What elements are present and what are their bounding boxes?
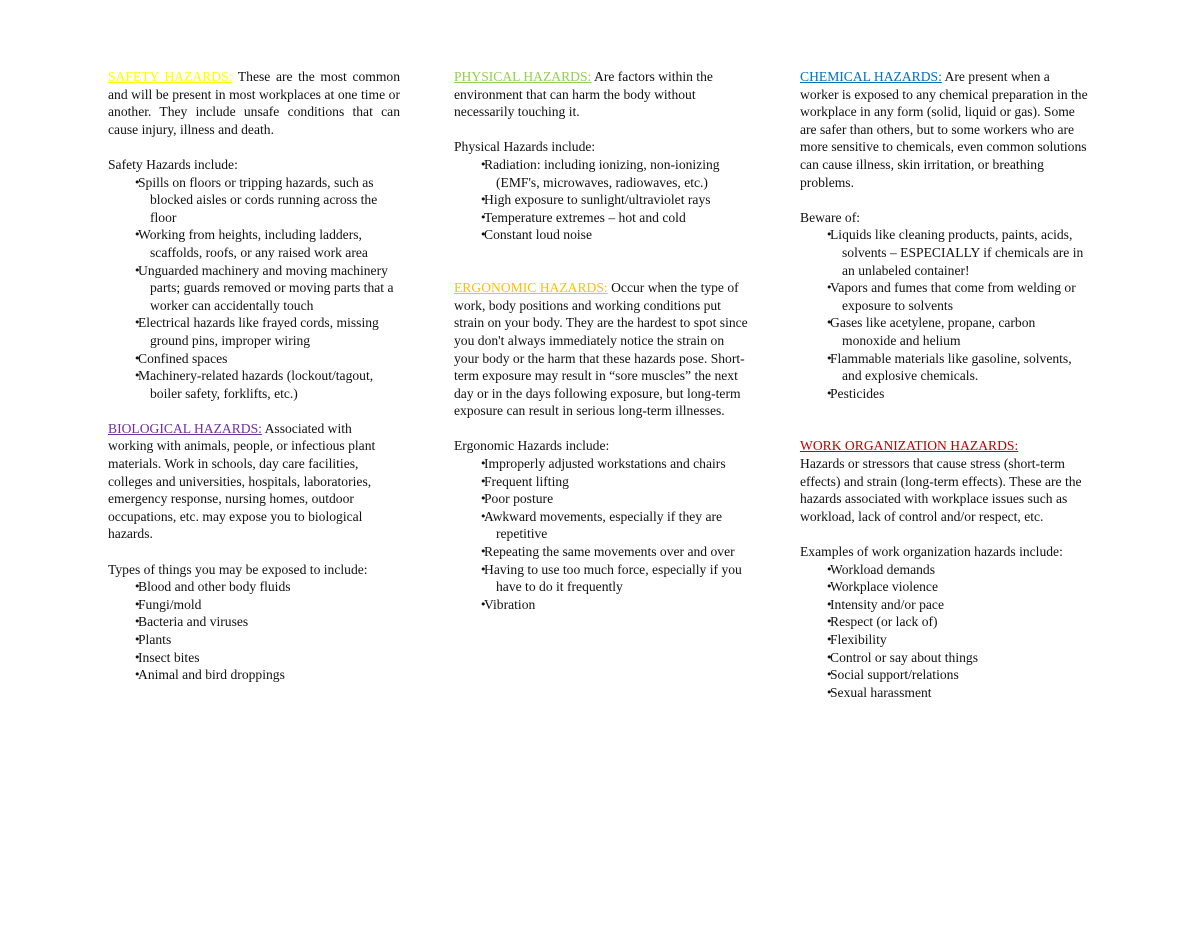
list-item: • Electrical hazards like frayed cords, missing ground pins, improper wiring <box>108 314 400 349</box>
physical-hazards-heading: PHYSICAL HAZARDS: <box>454 69 592 84</box>
list-item: • Machinery-related hazards (lockout/tagout, boiler safety, forklifts, etc.) <box>108 367 400 402</box>
list-item: • Improperly adjusted workstations and chairs <box>454 455 748 473</box>
ergonomic-intro-text: Occur when the type of work, body positions and working conditions put strain on your body. They are the hardest to spot since you don't always immediately notice the strain on your body or the harm that these hazards pose. Short-term exposure may result in “sore muscles” the next day or in the days following exposure, but long-term exposure can result in serious long-term illnesses. <box>454 280 748 419</box>
list-item: • Pesticides <box>800 385 1090 403</box>
chemical-hazards-list <box>800 226 1090 402</box>
safety-intro-paragraph <box>108 68 400 138</box>
physical-intro-text: Are factors within the environment that can harm the body without necessarily touching it. <box>454 69 713 120</box>
biological-hazards-heading: BIOLOGICAL HAZARDS: <box>108 420 262 436</box>
list-item: • Unguarded machinery and moving machinery parts; guards removed or moving parts that a worker can accidentally touch <box>108 262 400 315</box>
list-item: • Liquids like cleaning products, paints, acids, solvents – ESPECIALLY if chemicals are in an unlabeled container! <box>800 226 1090 279</box>
list-item: • Plants <box>108 631 400 649</box>
list-item: • Insect bites <box>108 649 400 667</box>
ergonomic-hazards-section <box>454 279 748 613</box>
list-item: • Social support/relations <box>800 666 1090 684</box>
work-organization-hazards-heading: WORK ORGANIZATION HAZARDS: <box>800 438 1019 454</box>
biological-hazards-section <box>108 420 400 684</box>
chemical-hazards-section <box>800 68 1090 402</box>
list-item: • Blood and other body fluids <box>108 578 400 596</box>
biological-list-label: Types of things you may be exposed to include: <box>108 561 368 577</box>
list-item: • Fungi/mold <box>108 596 400 614</box>
biological-intro-paragraph <box>108 420 400 543</box>
list-item: • Workload demands <box>800 561 1090 579</box>
list-item: • Awkward movements, especially if they are repetitive <box>454 508 748 543</box>
biological-intro-text: Associated with working with animals, people, or infectious plant materials. Work in schools, day care facilities, colleges and universities, hospitals, laboratories, emergency response, nursing homes, outdoor occupations, etc. may expose you to biological hazards. <box>108 420 376 542</box>
physical-hazards-section <box>454 68 748 244</box>
ergonomic-list-label: Ergonomic Hazards include: <box>454 438 610 454</box>
list-item: • Flammable materials like gasoline, solvents, and explosive chemicals. <box>800 350 1090 385</box>
safety-list-label: Safety Hazards include: <box>108 156 238 172</box>
list-item: • Radiation: including ionizing, non-ionizing (EMF's, microwaves, radiowaves, etc.) <box>454 156 748 191</box>
list-item: • Constant loud noise <box>454 226 748 244</box>
work-organization-list-label: Examples of work organization hazards include: <box>800 544 1063 560</box>
ergonomic-intro-paragraph <box>454 279 748 420</box>
safety-hazards-heading: SAFETY HAZARDS: <box>108 69 233 84</box>
list-item: • Workplace violence <box>800 578 1090 596</box>
list-item: • Respect (or lack of) <box>800 613 1090 631</box>
left-column <box>108 68 400 684</box>
safety-hazards-section <box>108 68 400 402</box>
list-item: • Poor posture <box>454 490 748 508</box>
list-item: • Intensity and/or pace <box>800 596 1090 614</box>
chemical-list-label: Beware of: <box>800 209 861 225</box>
list-item: • Vapors and fumes that come from welding or exposure to solvents <box>800 279 1090 314</box>
right-column <box>800 68 1090 701</box>
safety-intro-text: These are the most common and will be present in most workplaces at one time or another. They include unsafe conditions that can cause injury, illness and death. <box>108 69 401 137</box>
list-item: • Vibration <box>454 596 748 614</box>
list-item: • Working from heights, including ladders, scaffolds, roofs, or any raised work area <box>108 226 400 261</box>
list-item: • Repeating the same movements over and over <box>454 543 748 561</box>
list-item: • High exposure to sunlight/ultraviolet rays <box>454 191 748 209</box>
list-item: • Sexual harassment <box>800 684 1090 702</box>
list-item: • Animal and bird droppings <box>108 666 400 684</box>
list-item: • Having to use too much force, especially if you have to do it frequently <box>454 561 748 596</box>
list-item: • Frequent lifting <box>454 473 748 491</box>
list-item: • Flexibility <box>800 631 1090 649</box>
list-item: • Temperature extremes – hot and cold <box>454 209 748 227</box>
list-item: • Bacteria and viruses <box>108 613 400 631</box>
list-item: • Control or say about things <box>800 649 1090 667</box>
ergonomic-hazards-heading: ERGONOMIC HAZARDS: <box>454 280 608 296</box>
physical-list-label: Physical Hazards include: <box>454 139 596 155</box>
safety-hazards-list <box>108 174 400 403</box>
ergonomic-hazards-list <box>454 455 748 613</box>
physical-hazards-list <box>454 156 748 244</box>
chemical-intro-paragraph <box>800 68 1090 191</box>
middle-column <box>454 68 748 613</box>
chemical-intro-text: Are present when a worker is exposed to any chemical preparation in the workplace in any form (solid, liquid or gas). Some are safer than others, but to some workers who are more sensitive to chemicals, even common solutions can cause illness, skin irritation, or breathing problems. <box>800 69 1088 190</box>
list-item: • Spills on floors or tripping hazards, such as blocked aisles or cords running across the floor <box>108 174 400 227</box>
chemical-hazards-heading: CHEMICAL HAZARDS: <box>800 69 942 84</box>
work-organization-hazards-list <box>800 561 1090 702</box>
list-item: • Confined spaces <box>108 350 400 368</box>
list-item: • Gases like acetylene, propane, carbon monoxide and helium <box>800 314 1090 349</box>
biological-hazards-list <box>108 578 400 684</box>
physical-intro-paragraph <box>454 68 748 121</box>
work-organization-intro-text: Hazards or stressors that cause stress (short-term effects) and strain (long-term effects). These are the hazards associated with workplace issues such as workload, lack of control and/or respect, etc. <box>800 456 1082 524</box>
work-organization-hazards-section <box>800 437 1090 701</box>
